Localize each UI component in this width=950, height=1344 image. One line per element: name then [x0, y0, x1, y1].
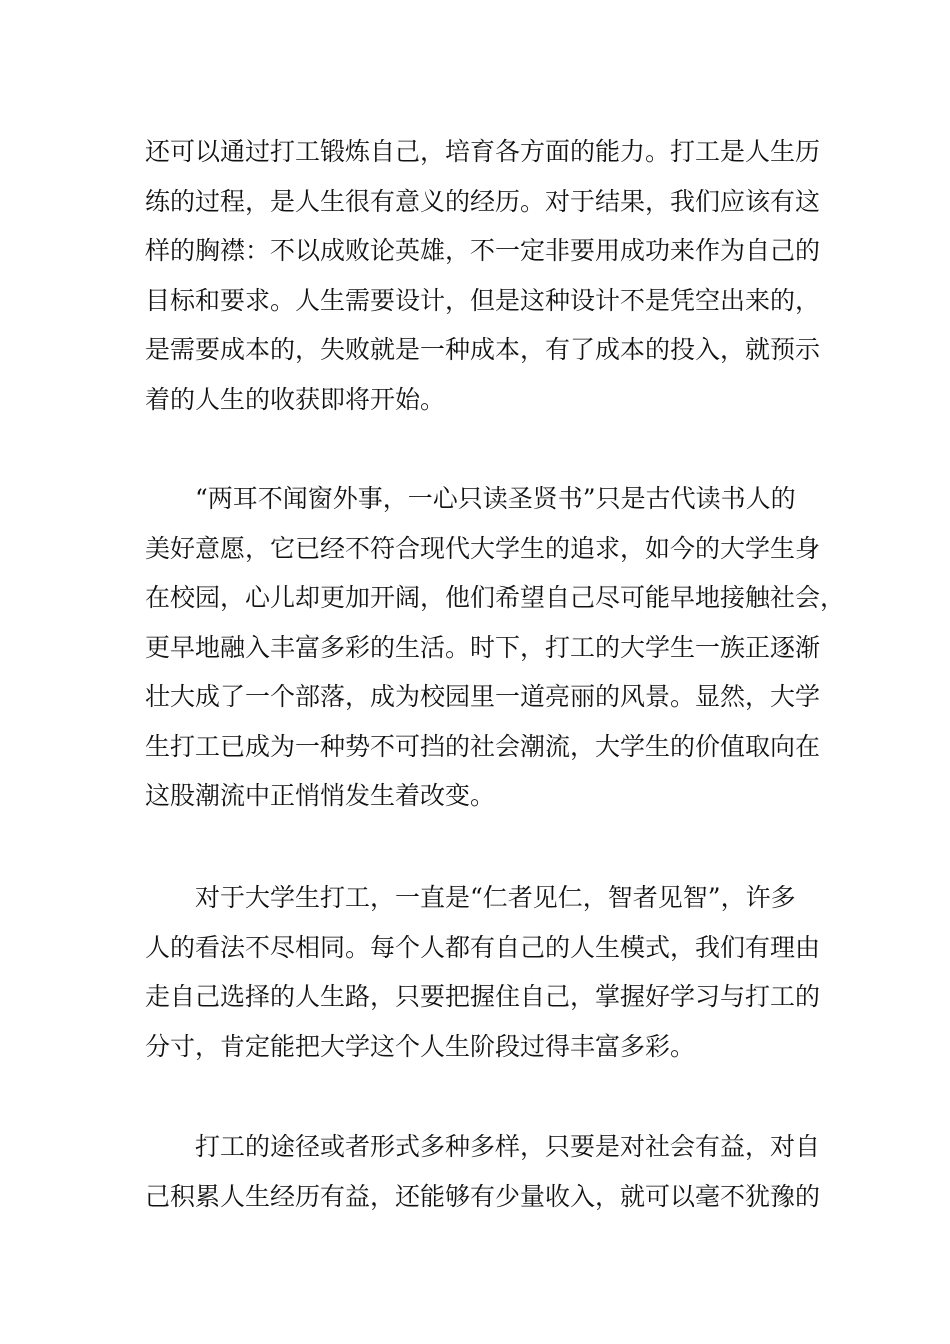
paragraph-3 [145, 873, 821, 1071]
text-line: 壮大成了一个部落，成为校园里一道亮丽的风景。显然，大学 [145, 682, 821, 711]
text-line: 还可以通过打工锻炼自己，培育各方面的能力。打工是人生历 [145, 137, 821, 166]
text-line: 走自己选择的人生路，只要把握住自己，掌握好学习与打工的 [145, 982, 821, 1011]
text-line: 样的胸襟：不以成败论英雄，不一定非要用成功来作为自己的 [145, 236, 821, 265]
text-line-first: 打工的途径或者形式多种多样，只要是对社会有益，对自 [195, 1132, 821, 1161]
text-line: 是需要成本的，失败就是一种成本，有了成本的投入，就预示 [145, 335, 821, 364]
text-line: 目标和要求。人生需要设计，但是这种设计不是凭空出来的， [145, 285, 821, 315]
text-line-first: 对于大学生打工，一直是“仁者见仁，智者见智”，许多 [195, 883, 796, 912]
text-line: 在校园，心儿却更加开阔，他们希望自己尽可能早地接触社会， [145, 583, 846, 612]
text-line: 己积累人生经历有益，还能够有少量收入，就可以毫不犹豫的 [145, 1181, 821, 1211]
text-line: 生打工已成为一种势不可挡的社会潮流，大学生的价值取向在 [145, 731, 821, 761]
text-line: 这股潮流中正悄悄发生着改变。 [145, 781, 496, 810]
text-line: 着的人生的收获即将开始。 [145, 384, 446, 414]
text-line: 分寸，肯定能把大学这个人生阶段过得丰富多彩。 [145, 1031, 696, 1061]
text-line: 人的看法不尽相同。每个人都有自己的人生模式，我们有理由 [145, 932, 821, 962]
paragraph-2 [145, 474, 846, 821]
text-line: 美好意愿，它已经不符合现代大学生的追求，如今的大学生身 [145, 533, 821, 563]
paragraph-1 [145, 127, 821, 424]
paragraph-4 [145, 1122, 821, 1221]
text-line: 更早地融入丰富多彩的生活。时下，打工的大学生一族正逐渐 [145, 632, 821, 662]
text-line: 练的过程，是人生很有意义的经历。对于结果，我们应该有这 [145, 186, 821, 216]
text-line-first: “两耳不闻窗外事，一心只读圣贤书”只是古代读书人的 [195, 484, 796, 513]
